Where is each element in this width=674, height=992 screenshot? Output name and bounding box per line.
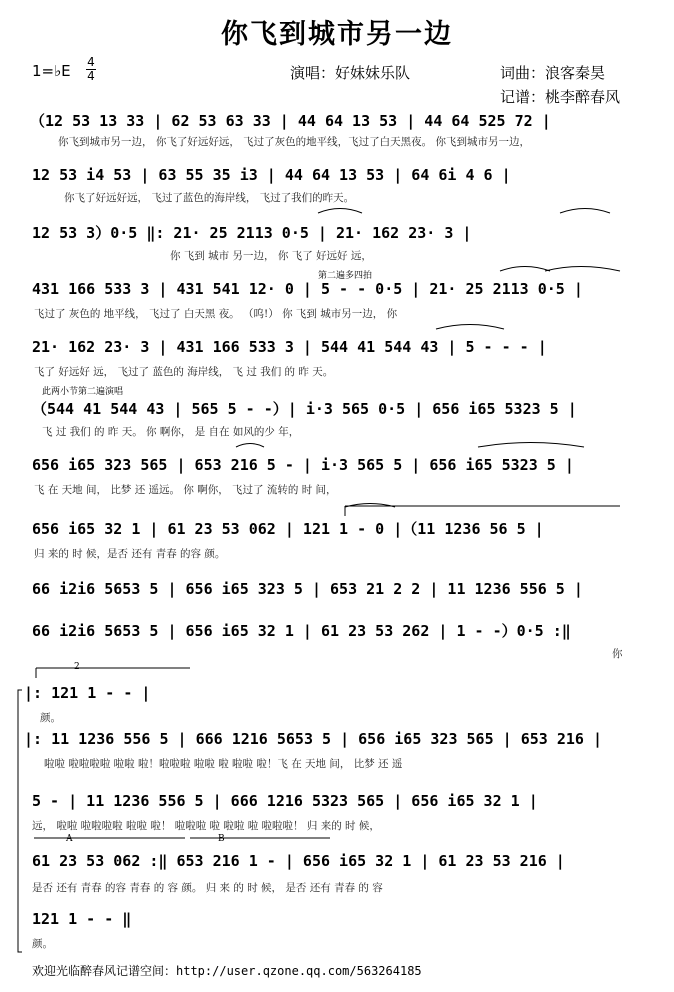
footer-link-text: 欢迎光临醉春风记谱空间：http://user.qzone.qq.com/563264185 [32, 964, 422, 978]
lyric-row-15: 颜。 [32, 938, 53, 950]
lyric-row-5: 飞了 好远好 远， 飞过了 蓝色的 海岸线， 飞 过 我们 的 昨 天。 [34, 366, 334, 378]
rehearsal-mark-b: B [218, 834, 225, 844]
notation-row-3: 12 53 3）0·5 ‖: 21· 25 2113 0·5 | 21· 162 23· 3 | [32, 224, 472, 242]
song-title: 你飞到城市另一边 [221, 19, 453, 50]
notation-row-6: （544 41 544 43 | 565 5 - -）| i·3 565 0·5 | 656 i65 5323 5 | [32, 400, 577, 418]
slur [318, 209, 362, 214]
notation-row-12: |: 11 1236 556 5 | 666 1216 5653 5 | 656 i65 323 565 | 653 216 | [24, 730, 602, 748]
transcriber-credit: 记谱：桃李醉春风 [500, 88, 621, 106]
lyric-row-12: 啦啦 啦啦啦啦 啦啦 啦！啦啦啦 啦啦 啦 啦啦 啦！飞 在 天地 间， 比梦 还 遥 [44, 758, 403, 770]
rehearsal-mark-a: A [66, 834, 73, 844]
time-signature-bottom: 4 [87, 69, 95, 83]
lyric-row-4: 飞过了 灰色的 地平线， 飞过了 白天黑 夜。 （呜!） 你 飞到 城市另一边， 你 [34, 308, 398, 320]
notation-row-4: 431 166 533 3 | 431 541 12· 0 | 5 - - 0·5 | 21· 25 2113 0·5 | [32, 280, 583, 298]
system-brace [18, 690, 22, 952]
lyric-row-10: 你 [612, 648, 623, 660]
volta-2-label: 2 [74, 662, 80, 672]
notation-row-1: （12 53 13 33 | 62 53 63 33 | 44 64 13 53 | 44 64 525 72 | [30, 112, 551, 130]
lyric-row-6: 飞 过 我们 的 昨 天。 你 啊你， 是 自在 如风的少 年， [42, 426, 300, 438]
notation-row-9: 66 i2i6 5653 5 | 656 i65 323 5 | 653 21 2 2 | 11 1236 556 5 | [32, 580, 583, 598]
slur [500, 267, 550, 272]
slur [545, 267, 620, 272]
lyric-row-14: 是否 还有 青春 的容 青春 的 容 颜。 归 来 的 时 候， 是否 还有 青春 的 容 [32, 882, 383, 894]
notation-row-15: 121 1 - - ‖ [32, 910, 132, 928]
singer-credit: 演唱：好妹妹乐队 [290, 64, 411, 82]
slur [560, 209, 610, 214]
notation-row-14: 61 23 53 062 :‖ 653 216 1 - | 656 i65 32 1 | 61 23 53 216 | [32, 852, 565, 870]
notation-row-11: |: 121 1 - - | [24, 684, 151, 702]
slur [236, 444, 264, 448]
lyric-row-3: 你 飞到 城市 另一边， 你 飞了 好远好 远， [170, 250, 372, 262]
time-signature-top: 4 [87, 55, 95, 69]
notation-row-13: 5 - | 11 1236 556 5 | 666 1216 5323 565 | 656 i65 32 1 | [32, 792, 538, 810]
notation-row-2: 12 53 i4 53 | 63 55 35 i3 | 44 64 13 53 | 64 6i 4 6 | [32, 166, 511, 184]
lyric-row-7: 飞 在 天地 间， 比梦 还 遥远。 你 啊你， 飞过了 流转的 时 间， [34, 484, 337, 496]
notation-row-8: 656 i65 32 1 | 61 23 53 062 | 121 1 - 0 |（11 1236 56 5 | [32, 520, 544, 538]
slur [436, 325, 504, 330]
key-signature: 1=♭E [32, 62, 71, 80]
lyric-row-8: 归 来的 时 候，是否 还有 青春 的容 颜。 [34, 548, 226, 560]
notation-row-7: 656 i65 323 565 | 653 216 5 - | i·3 565 5 | 656 i65 5323 5 | [32, 456, 574, 474]
slur [478, 443, 584, 448]
notation-row-10: 66 i2i6 5653 5 | 656 i65 32 1 | 61 23 53 262 | 1 - -）0·5 :‖ [32, 622, 571, 640]
lyric-row-13: 远， 啦啦 啦啦啦啦 啦啦 啦！ 啦啦啦 啦 啦啦 啦 啦啦啦！ 归 来的 时 候， [32, 820, 380, 832]
composer-credit: 词曲：浪客秦昊 [500, 64, 606, 82]
lyric-row-1: 你飞到城市另一边， 你飞了好远好远， 飞过了灰色的地平线，飞过了白天黑夜。 你飞到城市另一边， [58, 136, 531, 148]
lyric-row-11: 颜。 [40, 712, 61, 724]
annotation-second-time-extra: 第二遍多四拍 [318, 271, 373, 281]
lyric-row-2: 你飞了好远好远， 飞过了蓝色的海岸线， 飞过了我们的昨天。 [64, 192, 355, 204]
notation-row-5: 21· 162 23· 3 | 431 166 533 3 | 544 41 544 43 | 5 - - - | [32, 338, 547, 356]
annotation-second-time-sing: 此两小节第二遍演唱 [42, 387, 124, 397]
